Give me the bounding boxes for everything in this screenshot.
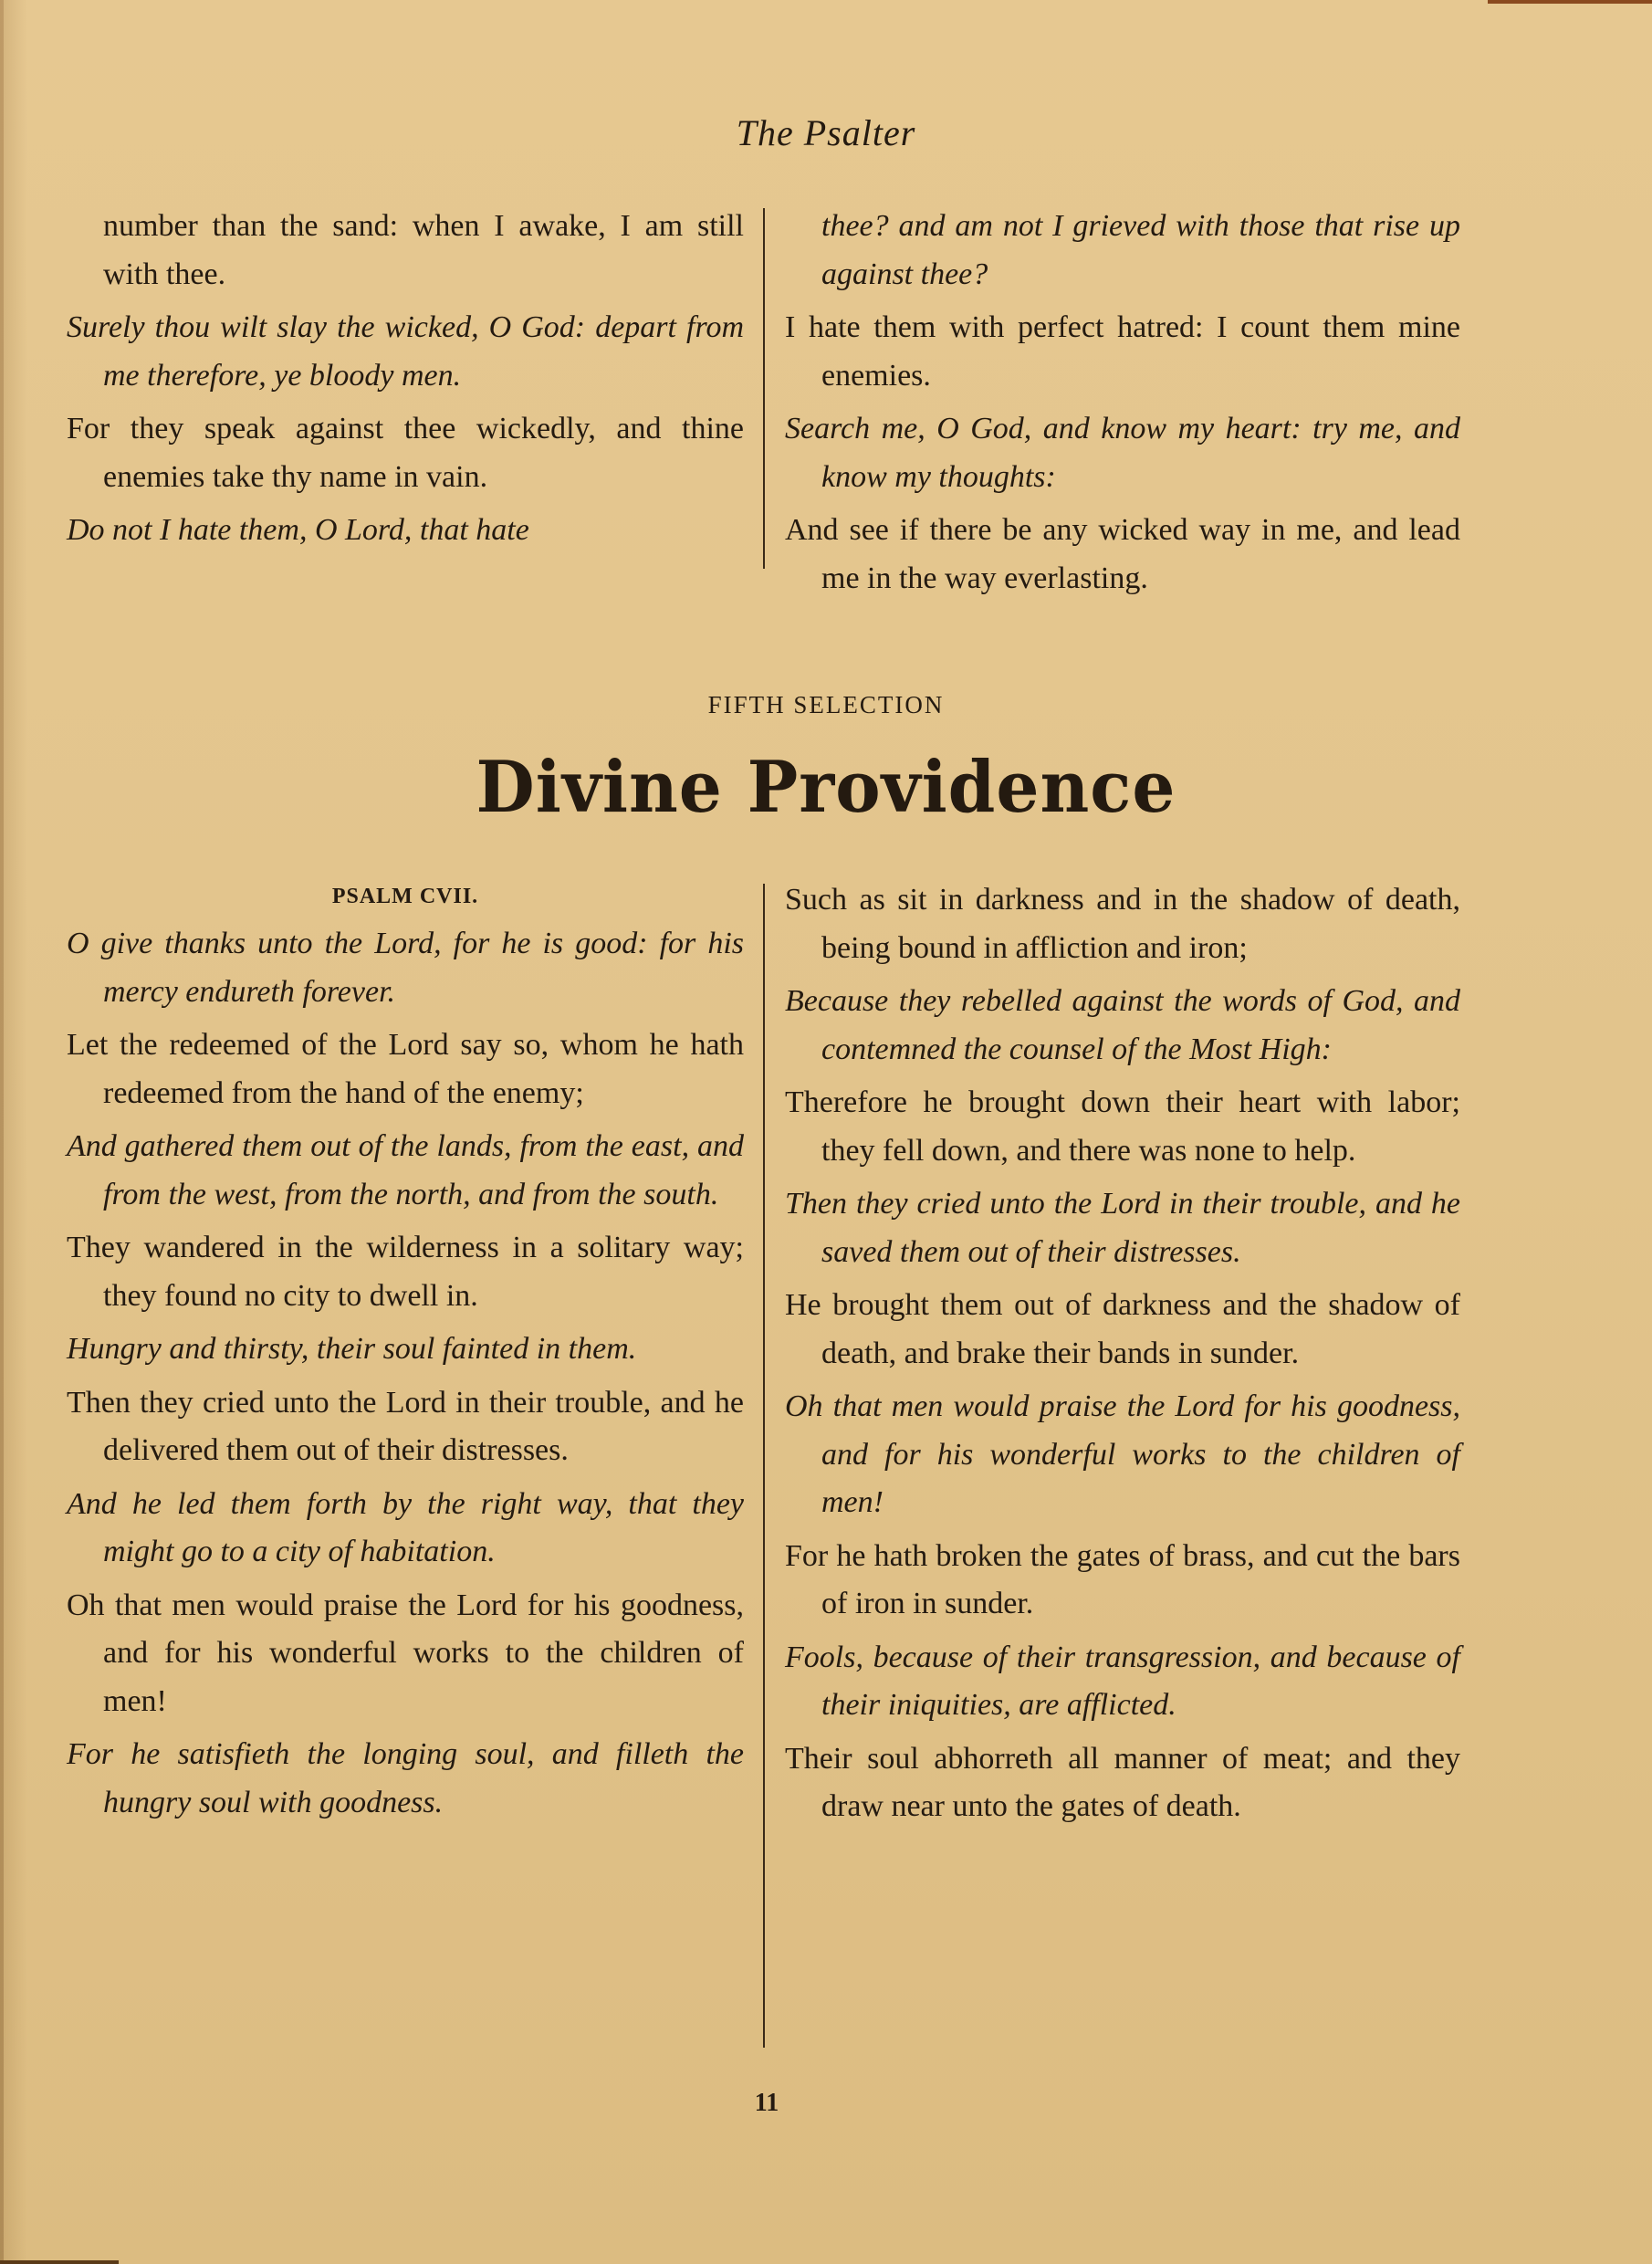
verse: They wandered in the wilderness in a solitary way; they found no city to dwell in.: [67, 1231, 744, 1313]
verse: Such as sit in darkness and in the shadow of death, being bound in affliction and iron;: [785, 883, 1460, 965]
verse: thee? and am not I grieved with those that rise up against thee?: [821, 209, 1460, 291]
verse: Hungry and thirsty, their soul fainted in them.: [67, 1332, 637, 1366]
verse: Surely thou wilt slay the wicked, O God: depart from me therefore, ye bloody men.: [67, 310, 744, 393]
verse: Then they cried unto the Lord in their trouble, and he delivered them out of their distresses.: [67, 1385, 744, 1467]
running-head: The Psalter: [736, 112, 916, 153]
verse: Then they cried unto the Lord in their trouble, and he saved them out of their distresses.: [785, 1187, 1460, 1269]
bottom-left-column: [67, 876, 744, 1829]
verse: Oh that men would praise the Lord for his goodness, and for his wonderful works to the children of men!: [785, 1389, 1460, 1519]
section-label: FIFTH SELECTION: [707, 691, 945, 718]
verse: For he satisfieth the longing soul, and filleth the hungry soul with goodness.: [67, 1737, 744, 1819]
page-edge-bottom: [0, 2260, 119, 2264]
verse: number than the sand: when I awake, I am still with thee.: [103, 209, 744, 291]
verse: Because they rebelled against the words of God, and contemned the counsel of the Most High:: [785, 984, 1460, 1066]
column-divider-bottom: [763, 884, 765, 2048]
verse: I hate them with perfect hatred: I count them mine enemies.: [785, 310, 1460, 393]
verse: Do not I hate them, O Lord, that hate: [67, 513, 529, 547]
page-edge-top: [1488, 0, 1652, 4]
page-edge-left: [0, 0, 4, 2264]
section-title: Divine Providence: [476, 746, 1176, 830]
column-divider-top: [763, 208, 765, 569]
psalm-heading: PSALM CVII.: [331, 885, 479, 908]
verse: Let the redeemed of the Lord say so, whom he hath redeemed from the hand of the enemy;: [67, 1028, 744, 1110]
top-right-column: [785, 203, 1460, 604]
verse: Their soul abhorreth all manner of meat; and they draw near unto the gates of death.: [785, 1741, 1460, 1823]
verse: For he hath broken the gates of brass, and cut the bars of iron in sunder.: [785, 1538, 1460, 1620]
verse: O give thanks unto the Lord, for he is good: for his mercy endureth forever.: [67, 927, 744, 1009]
verse: He brought them out of darkness and the shadow of death, and brake their bands in sunder.: [785, 1288, 1460, 1370]
verse: And gathered them out of the lands, from the east, and from the west, from the north, and from the south.: [67, 1129, 744, 1211]
page-number: 11: [754, 2089, 779, 2117]
verse: Fools, because of their transgression, and because of their iniquities, are afflicted.: [785, 1640, 1460, 1722]
verse: Therefore he brought down their heart with labor; they fell down, and there was none to help.: [785, 1085, 1460, 1168]
verse: Search me, O God, and know my heart: try me, and know my thoughts:: [785, 412, 1460, 494]
verse: And he led them forth by the right way, that they might go to a city of habitation.: [67, 1486, 744, 1568]
verse: Oh that men would praise the Lord for his goodness, and for his wonderful works to the children of men!: [67, 1588, 744, 1718]
bottom-right-column: [785, 876, 1460, 1833]
top-left-column: [67, 203, 744, 557]
verse: And see if there be any wicked way in me, and lead me in the way everlasting.: [785, 513, 1460, 595]
verse: For they speak against thee wickedly, and thine enemies take thy name in vain.: [67, 412, 744, 494]
